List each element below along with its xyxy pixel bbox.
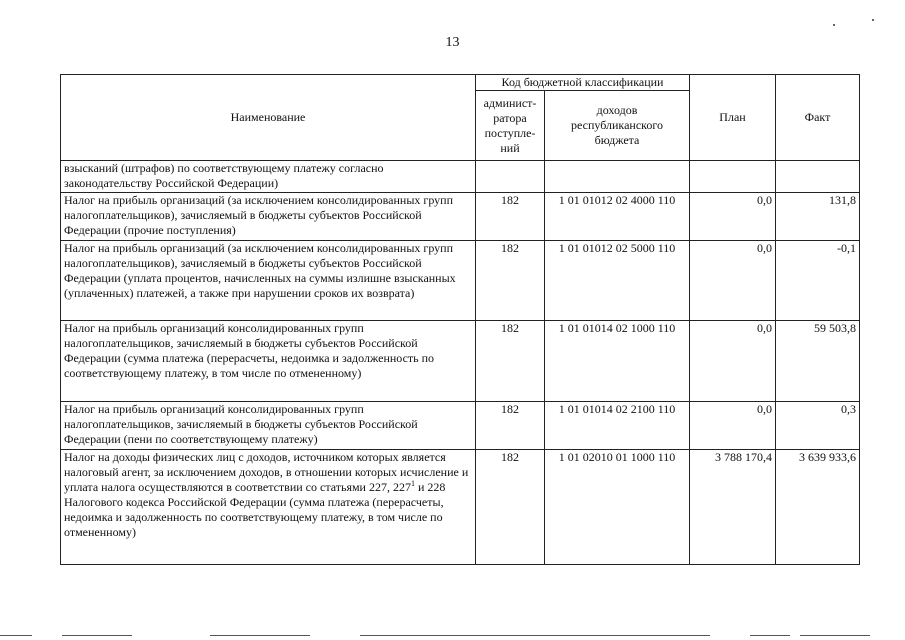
table-row	[61, 321, 860, 402]
row-admin-code	[476, 161, 545, 193]
row-income-code: 1 01 01012 02 4000 110	[545, 193, 690, 241]
table-row	[61, 161, 860, 193]
row-name	[61, 450, 476, 565]
row-plan: 3 788 170,4	[690, 450, 776, 565]
row-plan: 0,0	[690, 241, 776, 321]
row-fact: 131,8	[776, 193, 860, 241]
row-name: Налог на прибыль организаций (за исключением консолидированных групп налогоплательщиков), зачисляемый в бюджеты субъектов Российской Федерации (прочие поступления)	[61, 193, 476, 241]
row-fact: -0,1	[776, 241, 860, 321]
row-admin-code: 182	[476, 193, 545, 241]
row-name: взысканий (штрафов) по соответствующему платежу согласно законодательству Российской Федерации)	[61, 161, 476, 193]
row-fact: 59 503,8	[776, 321, 860, 402]
header-income-code: доходов республиканского бюджета	[545, 91, 690, 161]
budget-income-table	[60, 74, 860, 565]
scan-bottom-edge	[0, 632, 905, 638]
row-name-text: Налог на доходы физических лиц с доходов, источником которых является налоговый агент, за исключением доходов, в отношении которых исчисление и уплата налога осуществляются в соответствии со статьями 227, 227	[64, 450, 469, 494]
row-income-code: 1 01 01012 02 5000 110	[545, 241, 690, 321]
table-row	[61, 193, 860, 241]
header-fact: Факт	[776, 75, 860, 161]
row-income-code: 1 01 01014 02 2100 110	[545, 402, 690, 450]
scan-speck	[833, 24, 835, 26]
row-name: Налог на прибыль организаций (за исключением консолидированных групп налогоплательщиков), зачисляемый в бюджеты субъектов Российской Федерации (уплата процентов, начисленных на суммы излишне взысканных (уплаченных) платежей, а также при нарушении сроков их возврата)	[61, 241, 476, 321]
row-fact	[776, 161, 860, 193]
page-number: 13	[445, 35, 460, 50]
row-plan: 0,0	[690, 321, 776, 402]
header-plan: План	[690, 75, 776, 161]
row-admin-code: 182	[476, 321, 545, 402]
row-name: Налог на прибыль организаций консолидированных групп налогоплательщиков, зачисляемый в бюджеты субъектов Российской Федерации (сумма платежа (перерасчеты, недоимка и задолженность по соответствующему платежу, в том числе по отмененному)	[61, 321, 476, 402]
row-plan	[690, 161, 776, 193]
header-classification-code: Код бюджетной классификации	[476, 75, 690, 91]
row-admin-code: 182	[476, 450, 545, 565]
row-admin-code: 182	[476, 402, 545, 450]
row-plan: 0,0	[690, 402, 776, 450]
header-name: Наименование	[61, 75, 476, 161]
scan-speck	[872, 19, 874, 21]
table-row	[61, 402, 860, 450]
row-name: Налог на прибыль организаций консолидированных групп налогоплательщиков, зачисляемый в бюджеты субъектов Российской Федерации (пени по соответствующему платежу)	[61, 402, 476, 450]
row-income-code: 1 01 01014 02 1000 110	[545, 321, 690, 402]
row-income-code	[545, 161, 690, 193]
row-fact: 3 639 933,6	[776, 450, 860, 565]
row-plan: 0,0	[690, 193, 776, 241]
table-row	[61, 450, 860, 565]
row-income-code: 1 01 02010 01 1000 110	[545, 450, 690, 565]
header-administrator: админист- ратора поступле- ний	[476, 91, 545, 161]
table-row	[61, 241, 860, 321]
article-superscript: 1	[410, 479, 415, 488]
row-admin-code: 182	[476, 241, 545, 321]
row-fact: 0,3	[776, 402, 860, 450]
row-name-text-cont: и 228 Налогового кодекса Российской Федерации (сумма платежа (перерасчеты, недоимка и задолженность по соответствующему платежу, в том числе по отмененному)	[64, 480, 446, 539]
